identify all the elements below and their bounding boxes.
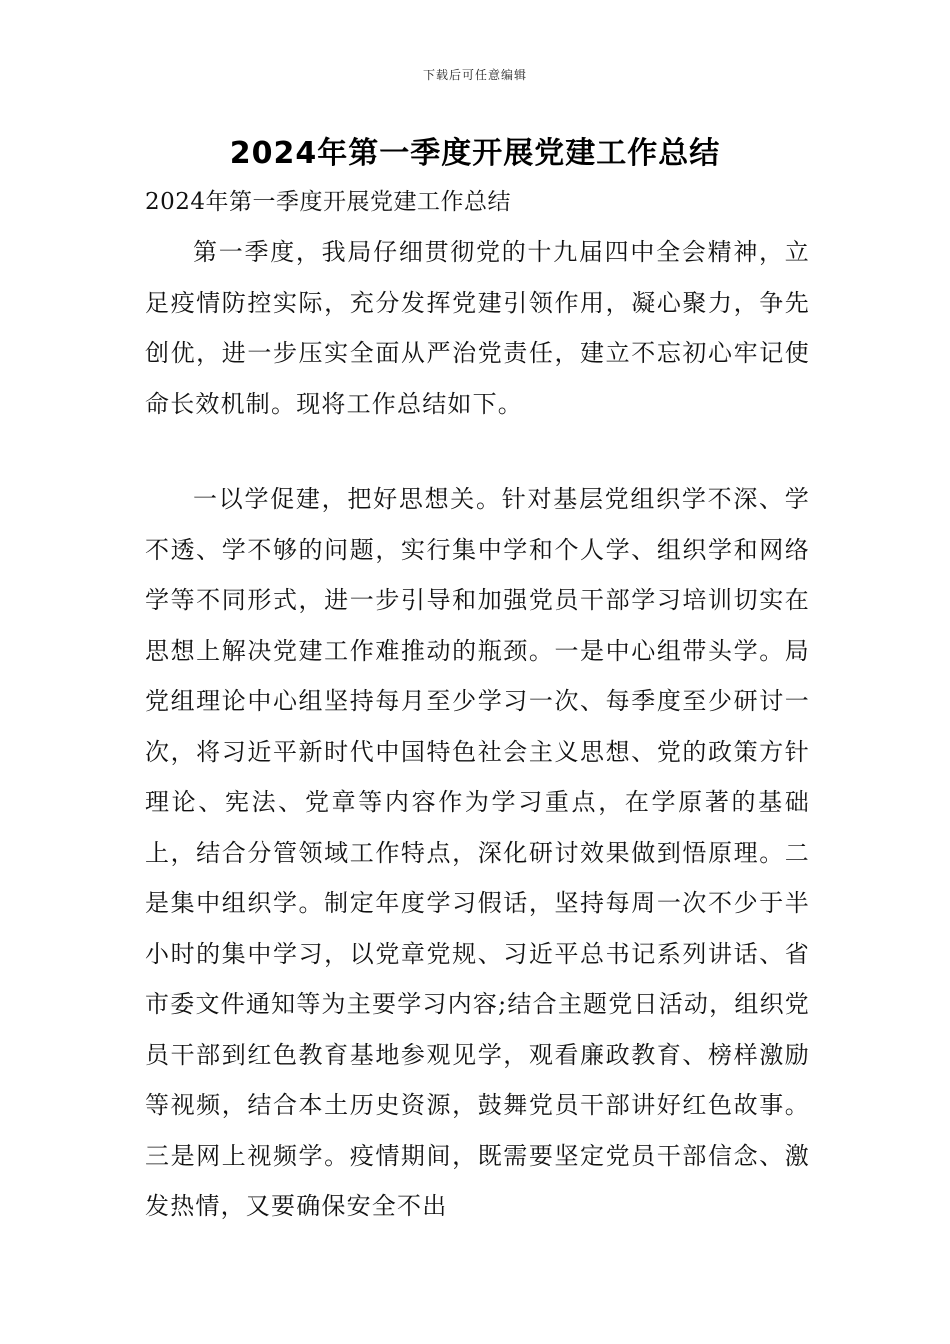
paragraph-study: 一以学促建，把好思想关。针对基层党组织学不深、学不透、学不够的问题，实行集中学和个人学、组织学和网络学等不同形式，进一步引导和加强党员干部学习培训切实在思想上解决党建工作难推动的瓶颈。一是中心组带头学。局党组理论中心组坚持每月至少学习一次、每季度至少研讨一次，将习近平新时代中国特色社会主义思想、党的政策方针理论、宪法、党章等内容作为学习重点，在学原著的基础上，结合分管领域工作特点，深化研讨效果做到悟原理。二是集中组织学。制定年度学习假话，坚持每周一次不少于半小时的集中学习，以党章党规、习近平总书记系列讲话、省市委文件通知等为主要学习内容;结合主题党日活动，组织党员干部到红色教育基地参观见学，观看廉政教育、榜样激励等视频，结合本土历史资源，鼓舞党员干部讲好红色故事。三是网上视频学。疫情期间，既需要坚定党员干部信念、激发热情，又要确保安全不出 (145, 485, 810, 1220)
header-note: 下载后可任意编辑 (422, 68, 527, 82)
document-subtitle: 2024年第一季度开展党建工作总结 (145, 189, 512, 215)
document-title: 2024年第一季度开展党建工作总结 (229, 136, 721, 171)
paragraph-intro: 第一季度，我局仔细贯彻党的十九届四中全会精神，立足疫情防控实际，充分发挥党建引领作用，凝心聚力，争先创优，进一步压实全面从严治党责任，建立不忘初心牢记使命长效机制。现将工作总结如下。 (145, 238, 810, 418)
